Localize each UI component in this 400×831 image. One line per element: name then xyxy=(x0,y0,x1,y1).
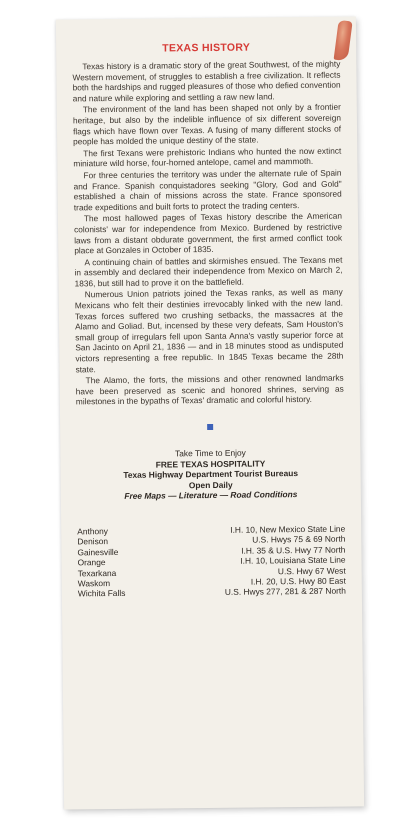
station-route: I.H. 10, New Mexico State Line xyxy=(230,523,346,535)
list-item xyxy=(78,586,346,599)
station-city: Wichita Falls xyxy=(77,588,126,599)
station-city: Denison xyxy=(77,536,109,547)
station-route: U.S. Hwys 75 & 69 North xyxy=(252,533,346,545)
tourist-bureau-list xyxy=(77,524,346,600)
history-paragraph-3: The first Texans were prehistoric Indians who hunted the now extinct miniature wild horse, four-horned antelope, camel and mammoth. xyxy=(73,145,342,169)
station-route: I.H. 35 & U.S. Hwy 77 North xyxy=(241,544,346,556)
hospitality-line-4: Open Daily xyxy=(188,479,233,491)
history-paragraph-1: Texas history is a dramatic story of the great Southwest, of the mighty Western movement, of struggles to establish a free civilization. It reflects both the hardships and rugged pleasures of those who defied convention and nature while exploring and settling a raw new land. xyxy=(72,58,341,104)
hospitality-block xyxy=(76,447,345,503)
station-route: I.H. 10, Louisiana State Line xyxy=(240,554,346,566)
history-paragraph-6: A continuing chain of battles and skirmishes ensued. The Texans met in assembly and declared their independence from Mexico on March 2, 1836, but still had to prove it on the battlefield. xyxy=(74,254,343,289)
history-paragraph-7: Numerous Union patriots joined the Texas ranks, as well as many Mexicans who felt their destinies irrevocably linked with the new land. Texas forces suffered two crushing setbacks, the massacres at the Alamo and Goliad. But, incensed by these very defeats, Sam Houston's small group of irregulars fell upon Santa Anna's vastly superior force at San Jacinto on April 21, 1836 — and in 18 minutes stood as undisputed victors representing a free republic. In 1845 Texas became the 28th state. xyxy=(74,287,344,375)
history-paragraph-2: The environment of the land has been shaped not only by a frontier heritage, but also by the indelible influence of six different sovereign flags which have flown over Texas. A fusing of many different stocks of people has molded the unique destiny of the state. xyxy=(72,101,342,147)
station-city: Gainesville xyxy=(77,546,119,558)
station-city: Anthony xyxy=(77,526,109,537)
page-title: TEXAS HISTORY xyxy=(162,41,251,55)
history-paragraph-8: The Alamo, the forts, the missions and other renowned landmarks have been preserved as scenic and honored shrines, serving as milestones in the bypaths of Texas' dramatic and colorful history. xyxy=(75,372,344,407)
brochure-page xyxy=(56,16,364,809)
station-city: Texarkana xyxy=(77,567,117,578)
station-route: I.H. 20, U.S. Hwy 80 East xyxy=(250,575,346,587)
blue-square-bullet xyxy=(207,424,213,430)
station-city: Waskom xyxy=(77,578,111,589)
history-paragraph-4: For three centuries the territory was under the alternate rule of Spain and France. Spanish conquistadores seeking "Glory, God and Gold" established a chain of missions across the state. France sponsored trade expeditions and built forts to protect the trading centers. xyxy=(73,167,342,213)
station-route: U.S. Hwys 277, 281 & 287 North xyxy=(224,585,346,598)
hospitality-line-2: FREE TEXAS HOSPITALITY xyxy=(155,458,266,470)
hospitality-line-1: Take Time to Enjoy xyxy=(174,447,246,459)
brochure-content xyxy=(72,41,346,600)
hospitality-line-5: Free Maps — Literature — Road Conditions xyxy=(124,489,298,502)
station-city: Orange xyxy=(77,557,106,568)
history-paragraph-5: The most hallowed pages of Texas history describe the American colonists' war for independence from Mexico. Burdened by restrictive laws from a distant obdurate government, the first armed conflict took place at Gonzales in October of 1835. xyxy=(74,210,343,256)
hospitality-line-3: Texas Highway Department Tourist Bureaus xyxy=(123,468,299,481)
station-route: U.S. Hwy 67 West xyxy=(277,565,346,576)
